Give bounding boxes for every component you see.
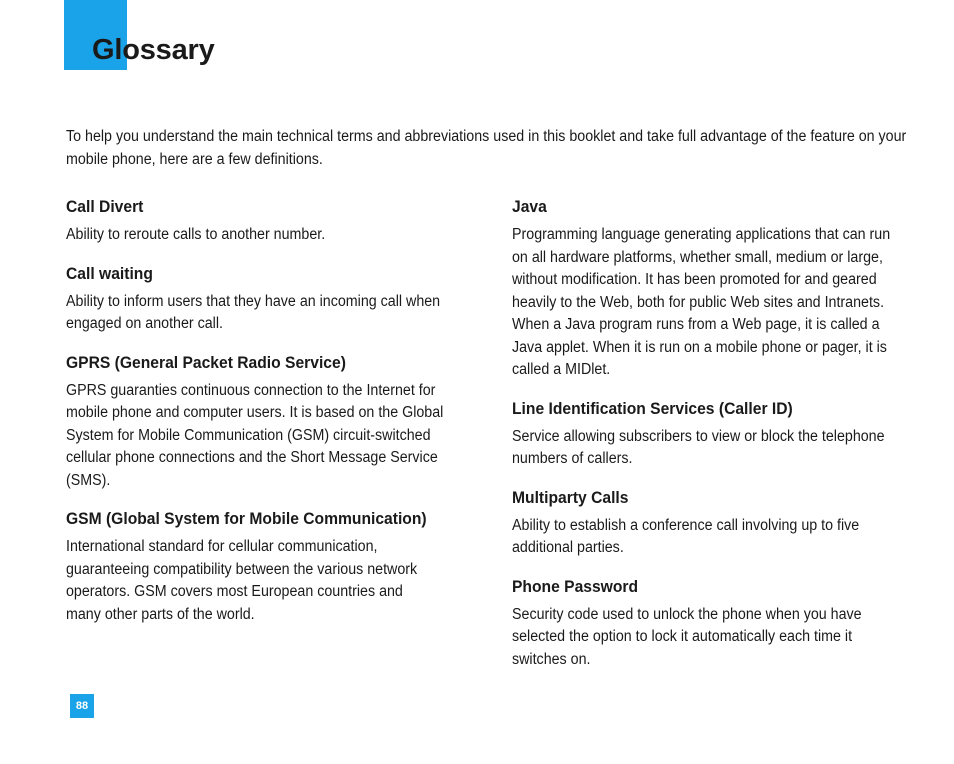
term-definition: Programming language generating applications that can run on all hardware platforms, whether small, medium or large, without modification. It has been promoted for and geared heavily to the Web, both for public Web sites and Intranets. When a Java program runs from a Web page, it is called a Java applet. When it is run on a mobile phone or pager, it is called a MIDlet. bbox=[512, 226, 891, 378]
term-definition: International standard for cellular communication, guaranteeing compatibility between the various network operators. GSM covers most European countries and many other parts of the world. bbox=[66, 538, 418, 623]
glossary-entry-multiparty-calls bbox=[512, 487, 908, 560]
term-definition: Ability to establish a conference call involving up to five additional parties. bbox=[512, 516, 860, 556]
term-title: Java bbox=[512, 197, 547, 216]
term-title: Multiparty Calls bbox=[512, 487, 629, 507]
term-title: Call waiting bbox=[66, 263, 153, 283]
term-definition: GPRS guaranties continuous connection to the Internet for mobile phone and computer users. It is based on the Global System for Mobile Communication (GSM) circuit-switched cellular phone connections and the Short Message Service (SMS). bbox=[66, 381, 444, 489]
term-definition: Service allowing subscribers to view or block the telephone numbers of callers. bbox=[512, 427, 885, 467]
term-title: GPRS (General Packet Radio Service) bbox=[66, 352, 346, 372]
glossary-left-column bbox=[66, 196, 496, 642]
term-title: Call Divert bbox=[66, 197, 144, 216]
term-title: Phone Password bbox=[512, 576, 639, 596]
term-title: GSM (Global System for Mobile Communication) bbox=[66, 509, 427, 528]
glossary-entry-java bbox=[512, 196, 908, 382]
page-number: 88 bbox=[70, 694, 94, 718]
glossary-entry-phone-password bbox=[512, 576, 908, 672]
glossary-entry-gsm bbox=[66, 508, 462, 626]
glossary-entry-gprs bbox=[66, 352, 462, 493]
glossary-right-column bbox=[512, 196, 942, 687]
glossary-entry-call-divert bbox=[66, 196, 462, 247]
glossary-entry-caller-id bbox=[512, 398, 908, 471]
term-definition: Ability to inform users that they have an incoming call when engaged on another call. bbox=[66, 292, 441, 332]
glossary-entry-call-waiting bbox=[66, 263, 462, 336]
intro-paragraph: To help you understand the main technical terms and abbreviations used in this booklet and take full advantage of the feature on your mobile phone, here are a few definitions. bbox=[66, 128, 907, 168]
term-definition: Ability to reroute calls to another number. bbox=[66, 226, 326, 243]
term-definition: Security code used to unlock the phone when you have selected the option to lock it automatically each time it switches on. bbox=[512, 605, 862, 668]
page-title: Glossary bbox=[92, 34, 215, 66]
term-title: Line Identification Services (Caller ID) bbox=[512, 398, 793, 418]
